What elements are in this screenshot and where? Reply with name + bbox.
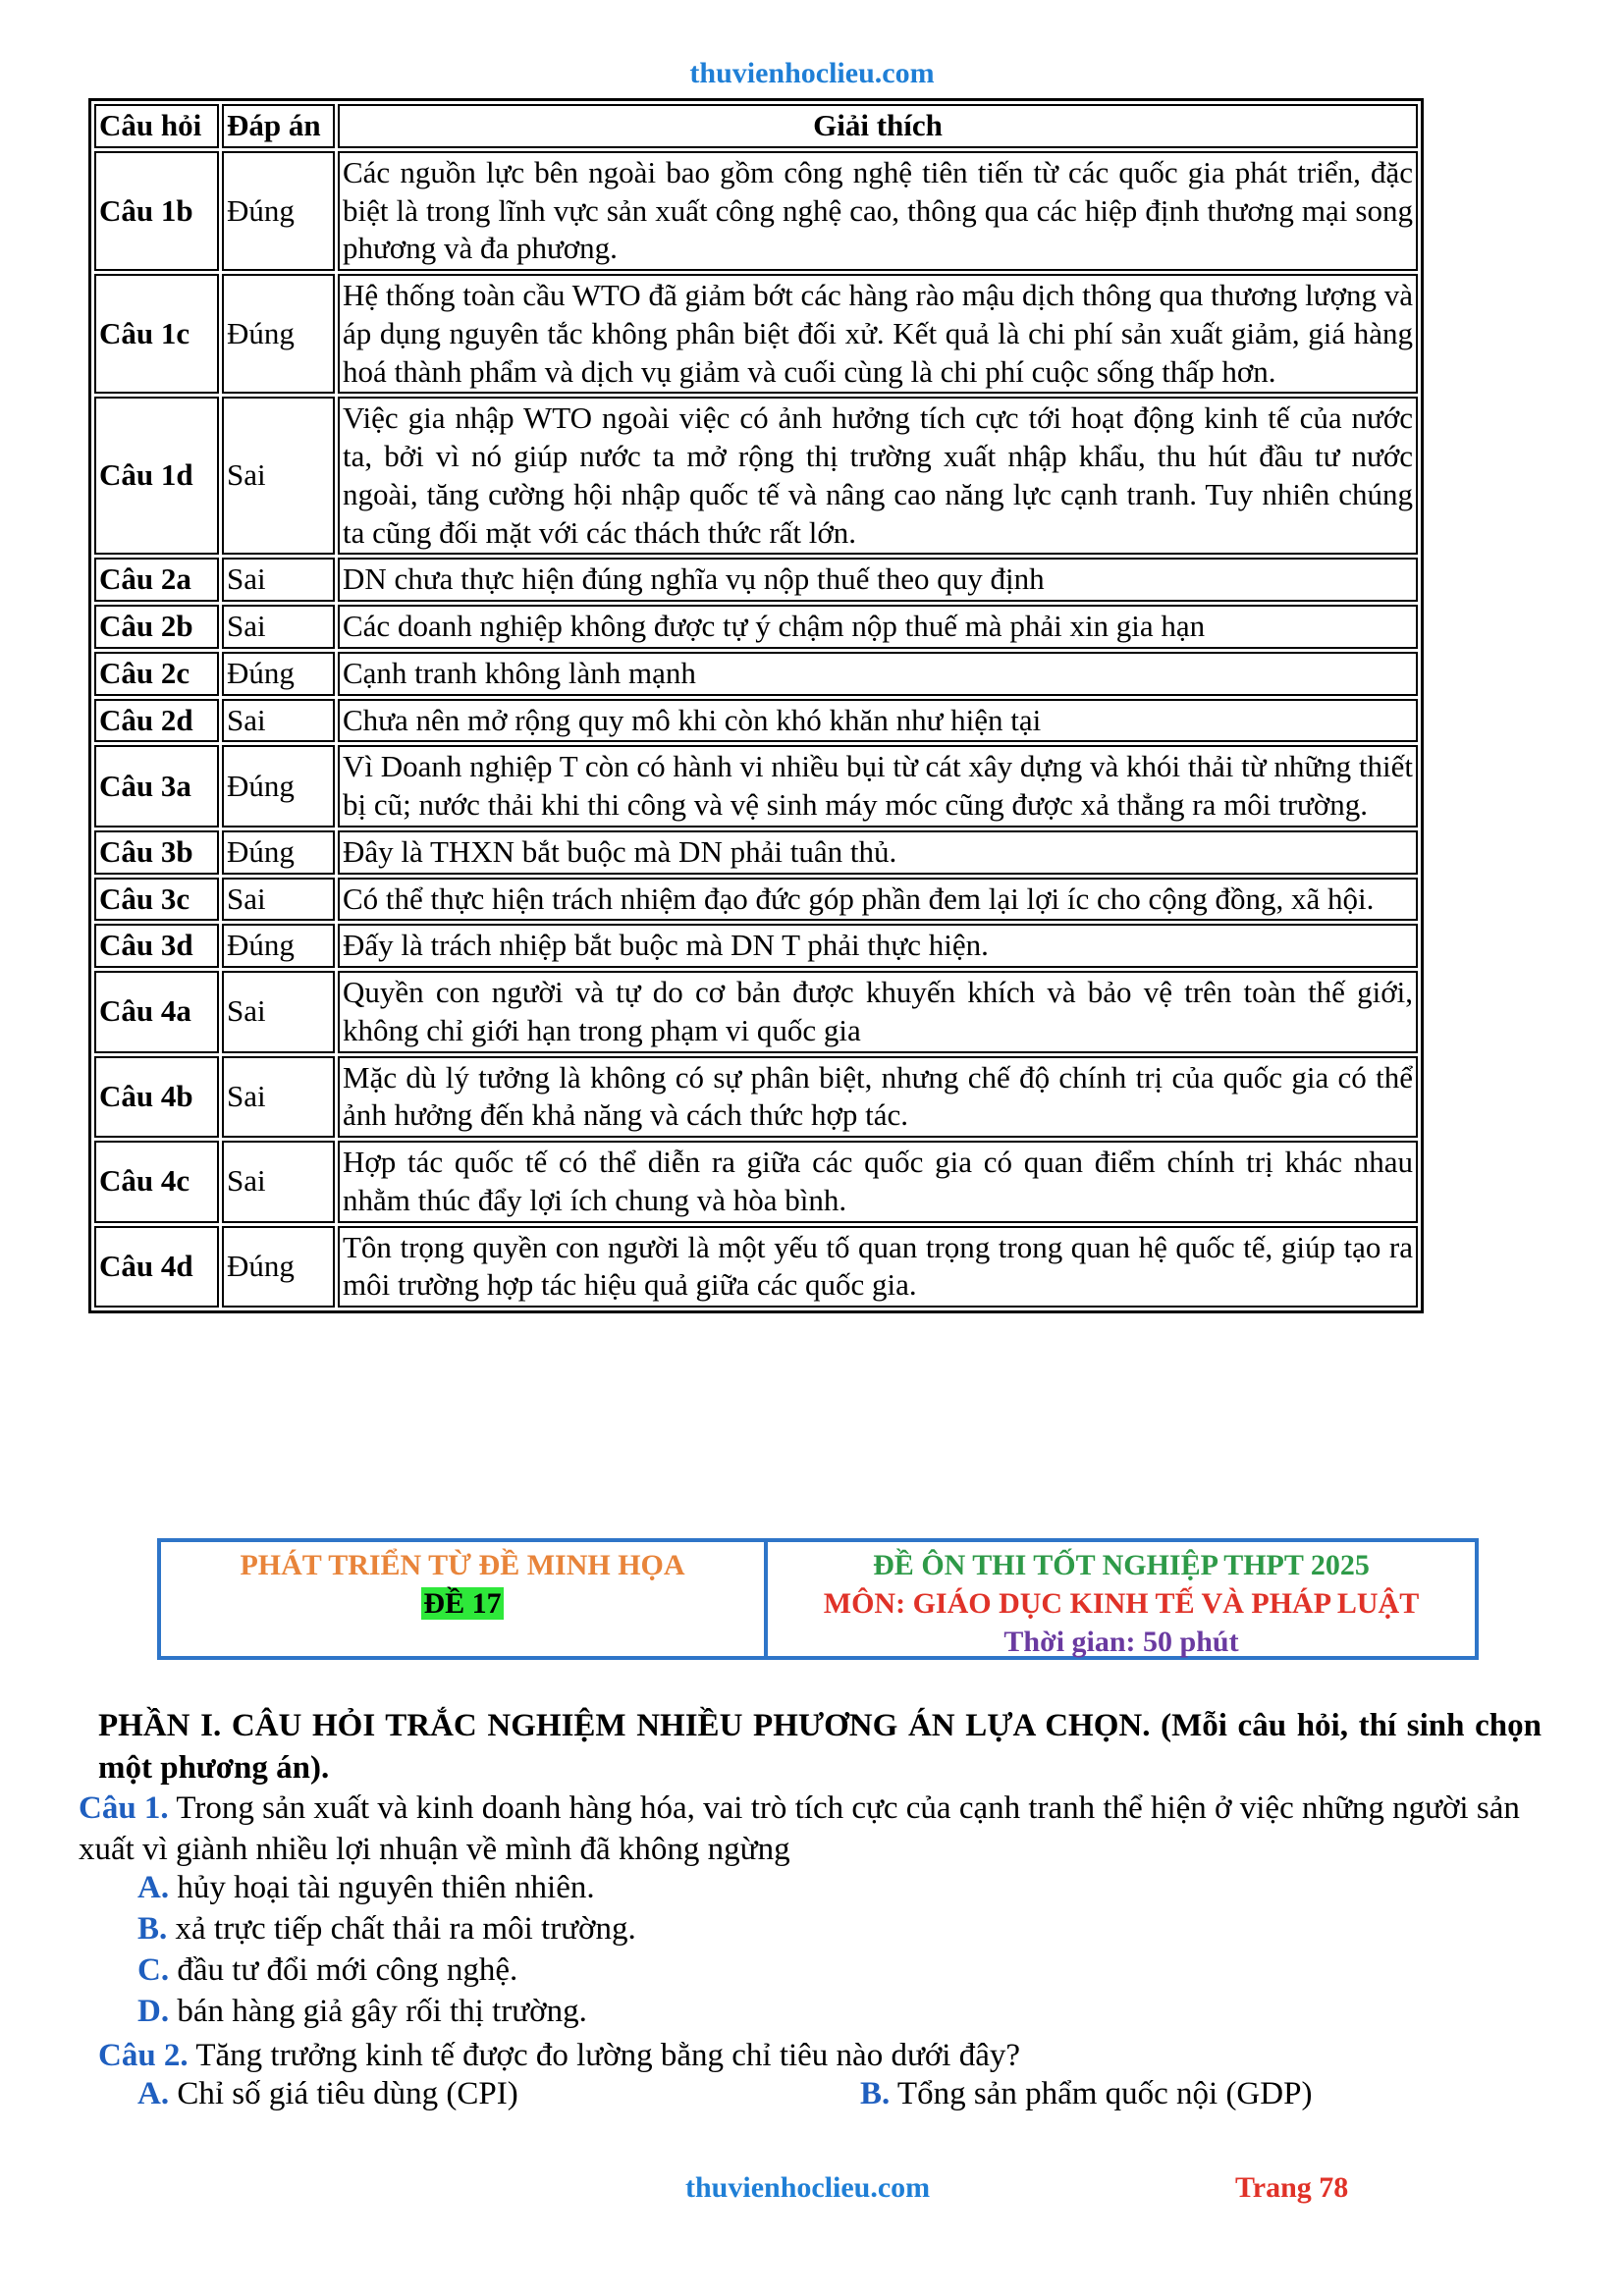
question-cell: Câu 2d [94,699,219,743]
answer-table [88,98,1424,1313]
explanation-cell: Quyền con người và tự do cơ bản được khuyến khích và bảo vệ trên toàn thế giới, không chỉ giới hạn trong phạm vi quốc gia [338,971,1418,1053]
option-1c [137,1952,517,1989]
table-row [94,558,1418,602]
question-text: Tăng trưởng kinh tế được đo lường bằng chỉ tiêu nào dưới đây? [188,2038,1021,2073]
exam-source-label: PHÁT TRIỂN TỪ ĐỀ MINH HỌA [240,1549,685,1581]
page-number: Trang 78 [1235,2171,1349,2204]
answer-cell: Đúng [222,745,335,828]
option-text: bán hàng giả gây rối thị trường. [169,1994,587,2029]
table-row [94,274,1418,394]
question-cell: Câu 1c [94,274,219,394]
explanation-cell: Có thể thực hiện trách nhiệm đạo đức góp phần đem lại lợi íc cho cộng đồng, xã hội. [338,878,1418,922]
question-cell: Câu 2c [94,652,219,696]
explanation-cell: Vì Doanh nghiệp T còn có hành vi nhiều bụi từ cát xây dựng và khói thải từ những thiết bị cũ; nước thải khi thi công và vệ sinh máy móc cũng được xả thẳng ra môi trường. [338,745,1418,828]
question-number: Câu 1. [79,1790,169,1826]
question-2 [98,2035,1542,2076]
table-row [94,745,1418,828]
explanation-cell: Các nguồn lực bên ngoài bao gồm công nghệ tiên tiến từ các quốc gia phát triển, đặc biệt là trong lĩnh vực sản xuất công nghệ cao, thông qua các hiệp định thương mại song phương và đa phương. [338,151,1418,271]
table-row [94,830,1418,875]
option-letter: B. [860,2076,891,2111]
answer-cell: Đúng [222,924,335,968]
exam-number-badge: ĐỀ 17 [423,1587,502,1620]
option-text: đầu tư đổi mới công nghệ. [169,1952,518,1988]
section-heading: PHẦN I. CÂU HỎI TRẮC NGHIỆM NHIỀU PHƯƠNG ÁN LỰA CHỌN. (Mỗi câu hỏi, thí sinh chọn một phương án). [98,1708,1542,1786]
table-row [94,151,1418,271]
answer-cell: Đúng [222,830,335,875]
option-text: hủy hoại tài nguyên thiên nhiên. [169,1870,595,1905]
option-2b [860,2076,1312,2112]
answer-cell: Đúng [222,652,335,696]
option-1a [137,1870,595,1906]
table-row [94,924,1418,968]
option-2a [137,2076,518,2112]
answer-cell: Sai [222,558,335,602]
option-letter: C. [137,1952,170,1988]
table-row [94,1226,1418,1308]
exam-info-box [157,1538,1479,1660]
answer-cell: Sai [222,605,335,649]
header-answer: Đáp án [222,104,335,148]
explanation-cell: Hợp tác quốc tế có thể diễn ra giữa các quốc gia có quan điểm chính trị khác nhau nhằm thúc đẩy lợi ích chung và hòa bình. [338,1141,1418,1223]
answer-cell: Sai [222,1056,335,1139]
option-letter: B. [137,1911,168,1947]
question-cell: Câu 1d [94,397,219,555]
question-1 [79,1788,1542,1870]
explanation-cell: Đây là THXN bắt buộc mà DN phải tuân thủ. [338,830,1418,875]
option-letter: A. [137,1870,170,1905]
header-explanation: Giải thích [338,104,1418,148]
table-row [94,1141,1418,1223]
table-row [94,699,1418,743]
question-cell: Câu 3c [94,878,219,922]
header-question: Câu hỏi [94,104,219,148]
answer-cell: Sai [222,878,335,922]
exam-subject: MÔN: GIÁO DỤC KINH TẾ VÀ PHÁP LUẬT [823,1587,1420,1620]
exam-title-panel [768,1542,1475,1656]
question-cell: Câu 3d [94,924,219,968]
option-text: xả trực tiếp chất thải ra môi trường. [167,1911,636,1947]
question-cell: Câu 3a [94,745,219,828]
table-row [94,605,1418,649]
exam-source-panel [161,1542,768,1656]
question-text: Trong sản xuất và kinh doanh hàng hóa, vai trò tích cực của cạnh tranh thể hiện ở việc những người sản xuất vì giành nhiều lợi nhuận về mình đã không ngừng [79,1790,1520,1868]
option-text: Chỉ số giá tiêu dùng (CPI) [169,2076,518,2111]
question-cell: Câu 4d [94,1226,219,1308]
explanation-cell: Các doanh nghiệp không được tự ý chậm nộp thuế mà phải xin gia hạn [338,605,1418,649]
footer-site: thuvienhoclieu.com [685,2171,931,2204]
question-number: Câu 2. [98,2038,189,2073]
table-row [94,971,1418,1053]
exam-title: ĐỀ ÔN THI TỐT NGHIỆP THPT 2025 [873,1549,1370,1581]
answer-cell: Đúng [222,1226,335,1308]
explanation-cell: Hệ thống toàn cầu WTO đã giảm bớt các hàng rào mậu dịch thông qua thương lượng và áp dụng nguyên tắc không phân biệt đối xử. Kết quả là chi phí sản xuất giảm, giá hàng hoá thành phẩm và dịch vụ giảm và cuối cùng là chi phí cuộc sống thấp hơn. [338,274,1418,394]
answer-cell: Đúng [222,274,335,394]
question-cell: Câu 2a [94,558,219,602]
explanation-cell: Đấy là trách nhiệp bắt buộc mà DN T phải thực hiện. [338,924,1418,968]
table-row [94,397,1418,555]
table-row [94,878,1418,922]
question-cell: Câu 2b [94,605,219,649]
option-1b [137,1911,636,1948]
answer-cell: Đúng [222,151,335,271]
answer-cell: Sai [222,971,335,1053]
explanation-cell: Tôn trọng quyền con người là một yếu tố quan trọng trong quan hệ quốc tế, giúp tạo ra môi trường hợp tác hiệu quả giữa các quốc gia. [338,1226,1418,1308]
explanation-cell: DN chưa thực hiện đúng nghĩa vụ nộp thuế theo quy định [338,558,1418,602]
explanation-cell: Việc gia nhập WTO ngoài việc có ảnh hưởng tích cực tới hoạt động kinh tế của nước ta, bởi vì nó giúp nước ta mở rộng thị trường xuất nhập khẩu, thu hút đầu tư nước ngoài, tăng cường hội nhập quốc tế và nâng cao năng lực cạnh tranh. Tuy nhiên chúng ta cũng đối mặt với các thách thức rất lớn. [338,397,1418,555]
question-cell: Câu 3b [94,830,219,875]
question-cell: Câu 1b [94,151,219,271]
option-letter: A. [137,2076,170,2111]
exam-duration: Thời gian: 50 phút [1003,1626,1239,1658]
option-1d [137,1994,587,2030]
option-letter: D. [137,1994,170,2029]
option-text: Tổng sản phẩm quốc nội (GDP) [890,2076,1313,2111]
question-cell: Câu 4a [94,971,219,1053]
answer-cell: Sai [222,397,335,555]
table-row [94,652,1418,696]
answer-cell: Sai [222,699,335,743]
table-header-row [94,104,1418,148]
explanation-cell: Cạnh tranh không lành mạnh [338,652,1418,696]
question-cell: Câu 4c [94,1141,219,1223]
explanation-cell: Mặc dù lý tưởng là không có sự phân biệt, nhưng chế độ chính trị của quốc gia có thể ảnh hưởng đến khả năng và cách thức hợp tác. [338,1056,1418,1139]
site-header: thuvienhoclieu.com [689,57,935,89]
table-row [94,1056,1418,1139]
question-cell: Câu 4b [94,1056,219,1139]
answer-cell: Sai [222,1141,335,1223]
explanation-cell: Chưa nên mở rộng quy mô khi còn khó khăn như hiện tại [338,699,1418,743]
